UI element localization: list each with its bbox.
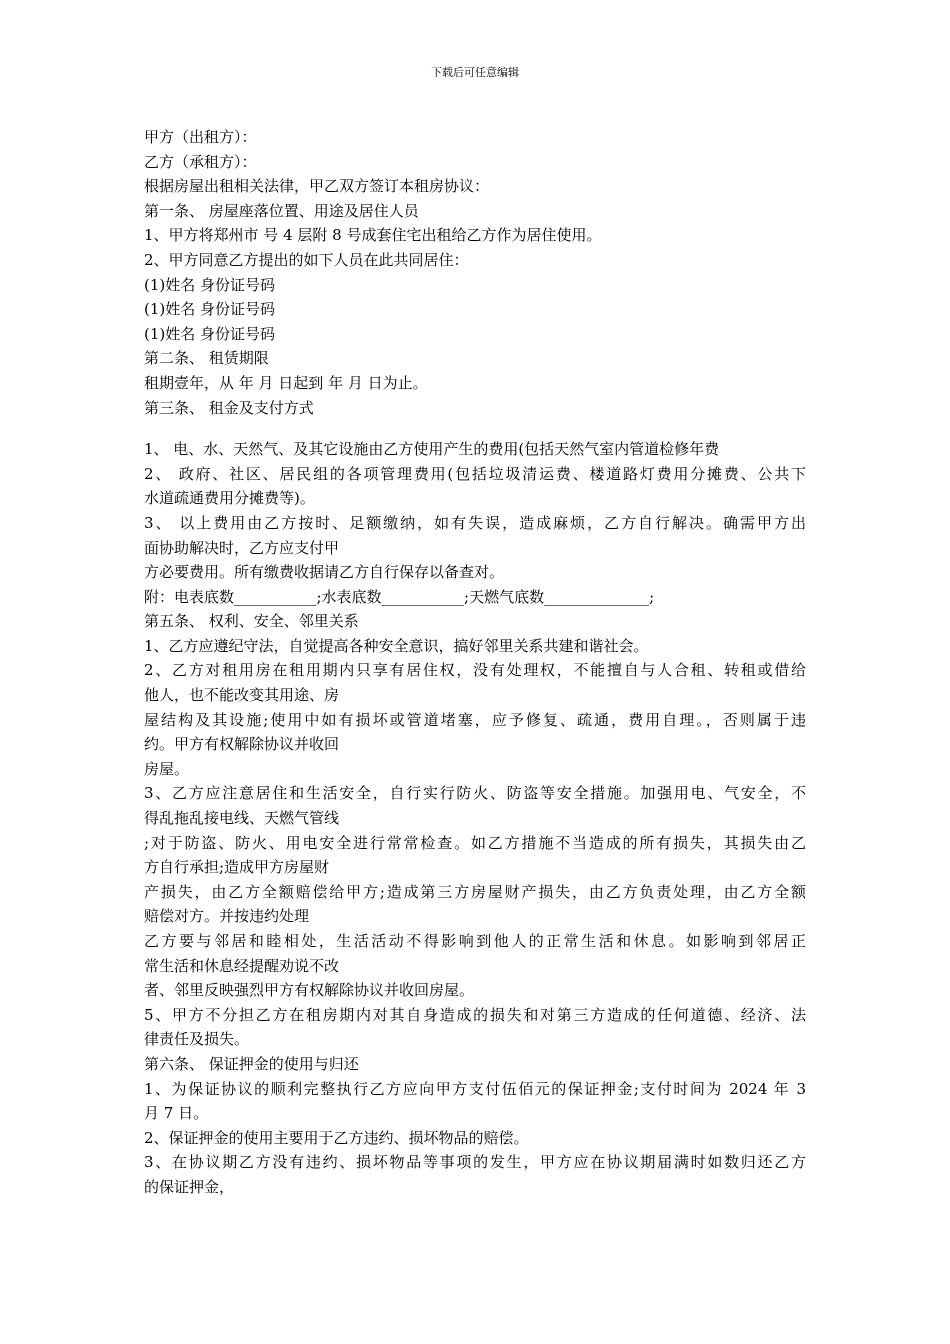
paragraph-line: 得乱拖乱接电线、天燃气管线 (144, 809, 340, 828)
paragraph-line: (1)姓名 身份证号码 (144, 275, 276, 294)
paragraph-line: 根据房屋出租相关法律，甲乙双方签订本租房协议： (144, 177, 490, 196)
paragraph-line: 5、甲方不分担乙方在租房期内对其自身造成的损失和对第三方造成的任何道德、经济、法 (144, 1005, 806, 1024)
paragraph-line: 水道疏通费用分摊费等)。 (144, 489, 315, 508)
paragraph-line: 1、乙方应遵纪守法，自觉提高各种安全意识，搞好邻里关系共建和谐社会。 (144, 636, 649, 655)
page-header: 下载后可任意编辑 (431, 66, 519, 79)
section-heading: 第三条、 租金及支付方式 (144, 398, 314, 417)
paragraph-line: 房屋。 (144, 759, 190, 778)
paragraph-line: 2、 政府、社区、居民组的各项管理费用(包括垃圾清运费、楼道路灯费用分摊费、公共下 (144, 464, 806, 483)
paragraph-line: 乙方要与邻居和睦相处，生活活动不得影响到他人的正常生活和休息。如影响到邻居正 (144, 932, 806, 950)
paragraph-line: 方自行承担;造成甲方房屋财 (144, 858, 330, 877)
paragraph-line: 1、甲方将郑州市 号 4 层附 8 号成套住宅出租给乙方作为居住使用。 (144, 226, 602, 245)
paragraph-line: 者、邻里反映强烈甲方有权解除协议并收回房屋。 (144, 981, 475, 1000)
paragraph-line: 赔偿对方。并按违约处理 (144, 907, 310, 926)
paragraph-line: 产损失，由乙方全额赔偿给甲方;造成第三方房屋财产损失，由乙方负责处理，由乙方全额 (144, 882, 806, 901)
paragraph-line: 月 7 日。 (144, 1104, 209, 1123)
section-heading: 第六条、 保证押金的使用与归还 (144, 1054, 359, 1073)
meter-readings-line: 附：电表底数___________;水表底数___________;天燃气底数______________; (144, 587, 655, 606)
paragraph-line: 1、为保证协议的顺利完整执行乙方应向甲方支付伍佰元的保证押金;支付时间为 2024 年 3 (144, 1079, 806, 1098)
paragraph-line: (1)姓名 身份证号码 (144, 324, 276, 343)
paragraph-line: 他人，也不能改变其用途、房 (144, 686, 340, 705)
paragraph-line: 2、乙方对租用房在租用期内只享有居住权，没有处理权，不能擅自与人合租、转租或借给 (144, 661, 806, 680)
paragraph-line: (1)姓名 身份证号码 (144, 300, 276, 319)
paragraph-line: 3、 以上费用由乙方按时、足额缴纳，如有失误，造成麻烦，乙方自行解决。确需甲方出 (144, 513, 806, 532)
section-heading: 第一条、 房屋座落位置、用途及居住人员 (144, 201, 419, 220)
blank-line (144, 420, 806, 437)
paragraph-line: 1、 电、水、天然气、及其它设施由乙方使用产生的费用(包括天然气室内管道检修年费 (144, 440, 720, 459)
contract-body (144, 125, 806, 1200)
paragraph-line: 甲方（出租方）： (144, 128, 257, 146)
paragraph-line: 租期壹年，从 年 月 日起到 年 月 日为止。 (144, 373, 428, 392)
paragraph-line: 面协助解决时，乙方应支付甲 (144, 538, 340, 557)
paragraph-line: 2、甲方同意乙方提出的如下人员在此共同居住： (144, 250, 469, 269)
paragraph-line: 2、保证押金的使用主要用于乙方违约、损坏物品的赔偿。 (144, 1128, 529, 1147)
paragraph-line: 3、在协议期乙方没有违约、损坏物品等事项的发生，甲方应在协议期届满时如数归还乙方 (144, 1153, 806, 1172)
paragraph-line: 屋结构及其设施;使用中如有损坏或管道堵塞，应予修复、疏通，费用自理。，否则属于违 (144, 710, 806, 729)
paragraph-line: 乙方（承租方）： (144, 152, 257, 171)
paragraph-line: 的保证押金， (144, 1177, 235, 1196)
section-heading: 第五条、 权利、安全、邻里关系 (144, 612, 359, 631)
paragraph-line: 律责任及损失。 (144, 1030, 250, 1049)
section-heading: 第二条、 租赁期限 (144, 349, 269, 368)
paragraph-line: ;对于防盗、防火、用电安全进行常常检查。如乙方措施不当造成的所有损失，其损失由乙 (144, 833, 806, 852)
paragraph-line: 3、乙方应注意居住和生活安全，自行实行防火、防盗等安全措施。加强用电、气安全，不 (144, 784, 806, 803)
paragraph-line: 约。甲方有权解除协议并收回 (144, 735, 340, 754)
paragraph-line: 方必要费用。所有缴费收据请乙方自行保存以备查对。 (144, 563, 505, 582)
paragraph-line: 常生活和休息经提醒劝说不改 (144, 956, 340, 975)
